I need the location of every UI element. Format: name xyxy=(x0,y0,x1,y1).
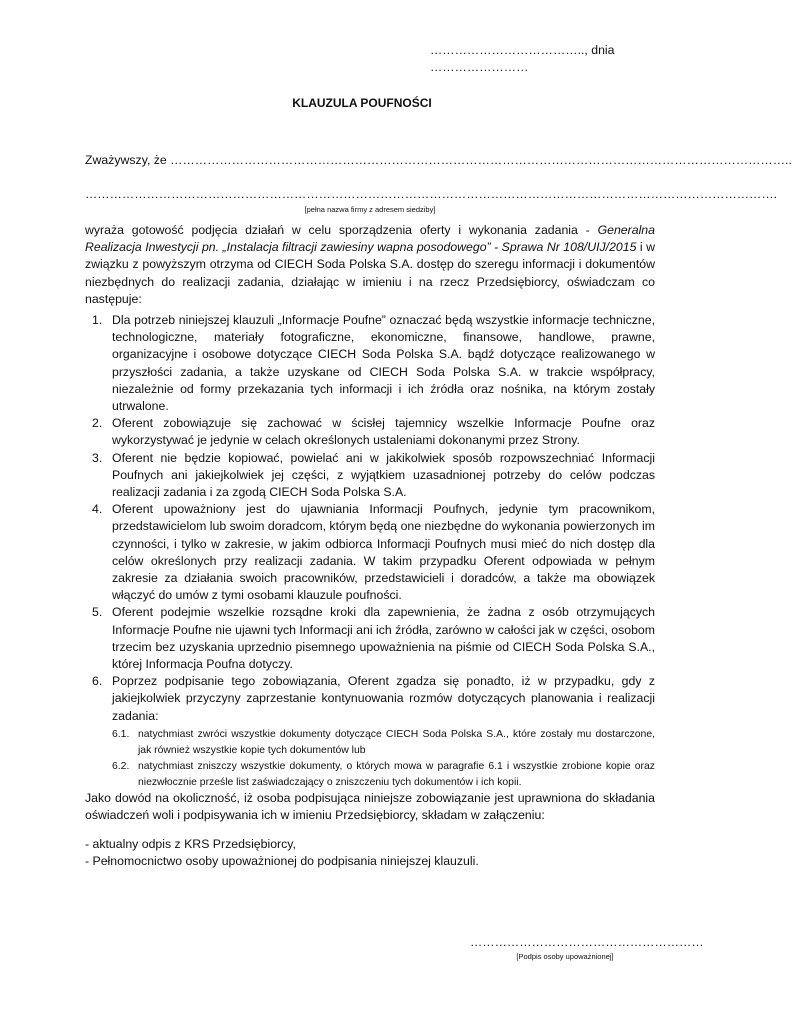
list-item xyxy=(85,501,655,604)
whereas-line: Zważywszy, że …………………………………………………………………………………………………………………………………….. xyxy=(85,153,792,167)
list-item xyxy=(85,604,655,673)
attachment-item-power-of-attorney: - Pełnomocnictwo osoby upoważnionej do podpisania niniejszej klauzuli. xyxy=(85,854,479,868)
item-text: Oferent upoważniony jest do ujawniania Informacji Poufnych, jedynie tym pracownikom, przedstawicielom lub swoim doradcom, którym będą one niezbędne do wykonania powierzonych im czynności, i tylko w zakresie, w jakim odbiorca Informacji Poufnych musi mieć do nich dostęp dla celów określonych przy realizacji zadania. W takim przypadku Oferent odpowiada w pełnym zakresie za działania swoich pracowników, przedstawicieli i doradców, a także ma obowiązek włączyć do umów z tymi osobami klauzule poufności. xyxy=(112,502,655,603)
attachment-item-krs: - aktualny odpis z KRS Przedsiębiorcy, xyxy=(85,837,296,851)
signature-line: ………………………………………………… xyxy=(470,935,704,949)
item-text: Oferent podejmie wszelkie rozsądne kroki dla zapewnienia, że żadna z osób otrzymujących Informacje Poufne nie ujawni tych Informacji ani ich źródła, zarówno w całości jak w części, osobom trzecim bez uzyskania uprzednio pisemnego upoważnienia na piśmie od CIECH Soda Polska S.A., której Informacja Poufna dotyczy. xyxy=(112,605,655,672)
signature-caption: [Podpis osoby upoważnionej] xyxy=(516,952,614,961)
firm-caption: [pełna nazwa firmy z adresem siedziby] xyxy=(304,205,436,214)
firm-dotted-line: ……………………………………………………………………………………………………………………………………………………. xyxy=(85,187,778,201)
sub-clause-list xyxy=(112,727,655,792)
item-number: 5. xyxy=(92,605,103,620)
intro-text-1: wyraża gotowość podjęcia działań w celu sporządzenia oferty i wykonania zadania - xyxy=(85,223,598,237)
subitem-number: 6.2. xyxy=(112,761,130,773)
list-item xyxy=(85,673,655,791)
list-item xyxy=(85,450,655,502)
subitem-text: natychmiast zniszczy wszystkie dokumenty, o których mowa w paragrafie 6.1 i wszystkie zrobione kopie oraz niezwłocznie prześle list zaświadczający o zniszczeniu tych dokumentów i ich kopii. xyxy=(138,761,655,789)
intro-paragraph xyxy=(85,222,655,308)
place-date-line: ……………………………….., dnia …………………… xyxy=(430,43,615,75)
sub-list-item xyxy=(112,727,655,759)
subitem-text: natychmiast zwróci wszystkie dokumenty dotyczące CIECH Soda Polska S.A., które zostały mu dostarczone, jak również wszystkie kopie tych dokumentów lub xyxy=(138,728,655,757)
clause-list xyxy=(85,312,655,792)
document-title: KLAUZULA POUFNOŚCI xyxy=(292,96,432,110)
item-number: 4. xyxy=(92,502,103,517)
list-item xyxy=(85,415,655,449)
list-item xyxy=(85,312,655,415)
closing-paragraph: Jako dowód na okoliczność, iż osoba podpisująca niniejsze zobowiązanie jest uprawniona do składania oświadczeń woli i podpisywania ich w imieniu Przedsiębiorcy, składam w załączeniu: xyxy=(85,791,655,823)
intro-text-2: i w związku z powyższym otrzyma od CIECH Soda Polska S.A. dostęp do szeregu informacji i dokumentów niezbędnych do realizacji zadania, działając w imieniu i na rzecz Przedsiębiorcy, oświadczam co następuje: xyxy=(85,240,655,306)
item-number: 2. xyxy=(92,416,103,431)
subitem-number: 6.1. xyxy=(112,728,130,740)
item-text: Poprzez podpisanie tego zobowiązania, Oferent zgadza się ponadto, iż w przypadku, gdy z jakiejkolwiek przyczyny zaprzestanie kontynuowania rozmów dotyczących planowania i realizacji zadania: xyxy=(112,674,655,723)
item-text: Oferent zobowiązuje się zachować w ścisłej tajemnicy wszelkie Informacje Poufne oraz wykorzystywać je jedynie w celach określonych ustaleniami dokonanymi przez Strony. xyxy=(112,416,655,448)
item-text: Dla potrzeb niniejszej klauzuli „Informacje Poufne” oznaczać będą wszystkie informacje techniczne, technologiczne, materiały fotograficzne, ekonomiczne, finansowe, handlowe, prawne, organizacyjne i osobowe dotyczące CIECH Soda Polska S.A. bądź dotyczące realizowanego w przyszłości zadania, a także uzyskane od CIECH Soda Polska S.A. w trakcie współpracy, niezależnie od formy przekazania tych informacji i ich źródła oraz nośnika, na którym zostały utrwalone. xyxy=(112,313,655,414)
intro-italic-title: Generalna Realizacja Inwestycji pn. „Instalacja filtracji zawiesiny wapna posodowego” - Sprawa Nr 108/UIJ/2015 xyxy=(85,223,655,255)
item-number: 1. xyxy=(92,313,103,327)
item-number: 3. xyxy=(92,450,103,465)
item-number: 6. xyxy=(92,674,103,689)
item-text: Oferent nie będzie kopiować, powielać ani w jakikolwiek sposób rozpowszechniać Informacji Poufnych ani jakiejkolwiek jej części, z wyjątkiem uzasadnionej potrzeby do celów podczas realizacji zadania i za zgodą CIECH Soda Polska S.A. xyxy=(112,450,655,500)
sub-list-item xyxy=(112,759,655,791)
